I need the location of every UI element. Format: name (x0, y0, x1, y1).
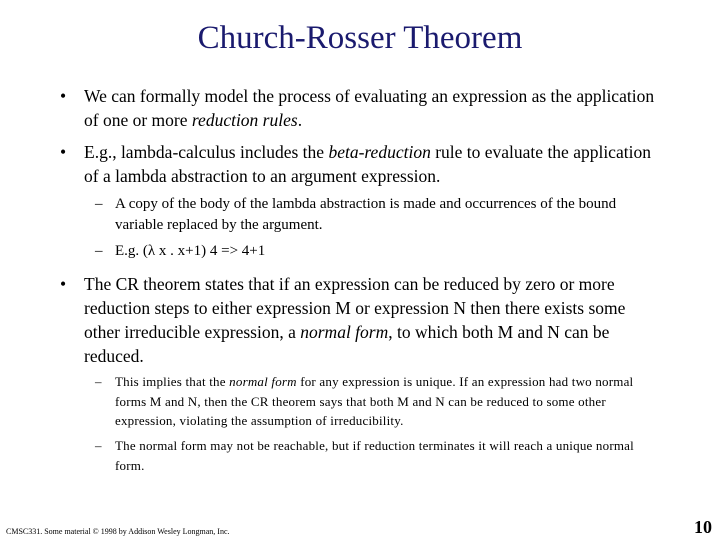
sub-bullet-text: The normal form may not be reachable, but if reduction terminates it will reach a unique normal form. (115, 438, 634, 473)
bullet-item (60, 272, 660, 368)
slide-footer: CMSC331. Some material © 1998 by Addison Wesley Longman, Inc. (6, 527, 230, 536)
dash-icon: – (95, 438, 102, 453)
dash-icon: – (95, 243, 103, 259)
sub-bullet-text: This implies that the normal form for any expression is unique. If an expression had two normal forms M and N, then the CR theorem says that both M and N can be reduced to some other expression, violating the assumption of irreducibility. (115, 374, 634, 428)
bullet-icon: • (60, 274, 67, 294)
dash-icon: – (95, 374, 102, 389)
sub-bullet-text: A copy of the body of the lambda abstraction is made and occurrences of the bound variable replaced by the argument. (115, 196, 617, 233)
sub-bullet-item (95, 436, 665, 475)
dash-icon: – (95, 196, 103, 212)
sub-bullet-text: E.g. (λ x . x+1) 4 => 4+1 (115, 243, 266, 259)
bullet-icon: • (60, 86, 67, 106)
sub-bullet-item (95, 372, 665, 431)
bullet-text: The CR theorem states that if an expression can be reduced by zero or more reduction steps to either expression M or expression N then there exists some other irreducible expression, a normal form, to which both M and N can be reduced. (84, 274, 626, 366)
slide-title: Church-Rosser Theorem (197, 20, 523, 56)
bullet-text: We can formally model the process of evaluating an expression as the application of one or more reduction rules. (84, 86, 655, 130)
bullet-item (60, 84, 660, 132)
bullet-text: E.g., lambda-calculus includes the beta-reduction rule to evaluate the application of a lambda abstraction to an argument expression. (84, 142, 651, 186)
bullet-item (60, 140, 660, 188)
bullet-icon: • (60, 142, 67, 162)
sub-bullet-item (95, 241, 655, 262)
sub-bullet-item (95, 194, 655, 236)
page-number: 10 (694, 517, 712, 537)
